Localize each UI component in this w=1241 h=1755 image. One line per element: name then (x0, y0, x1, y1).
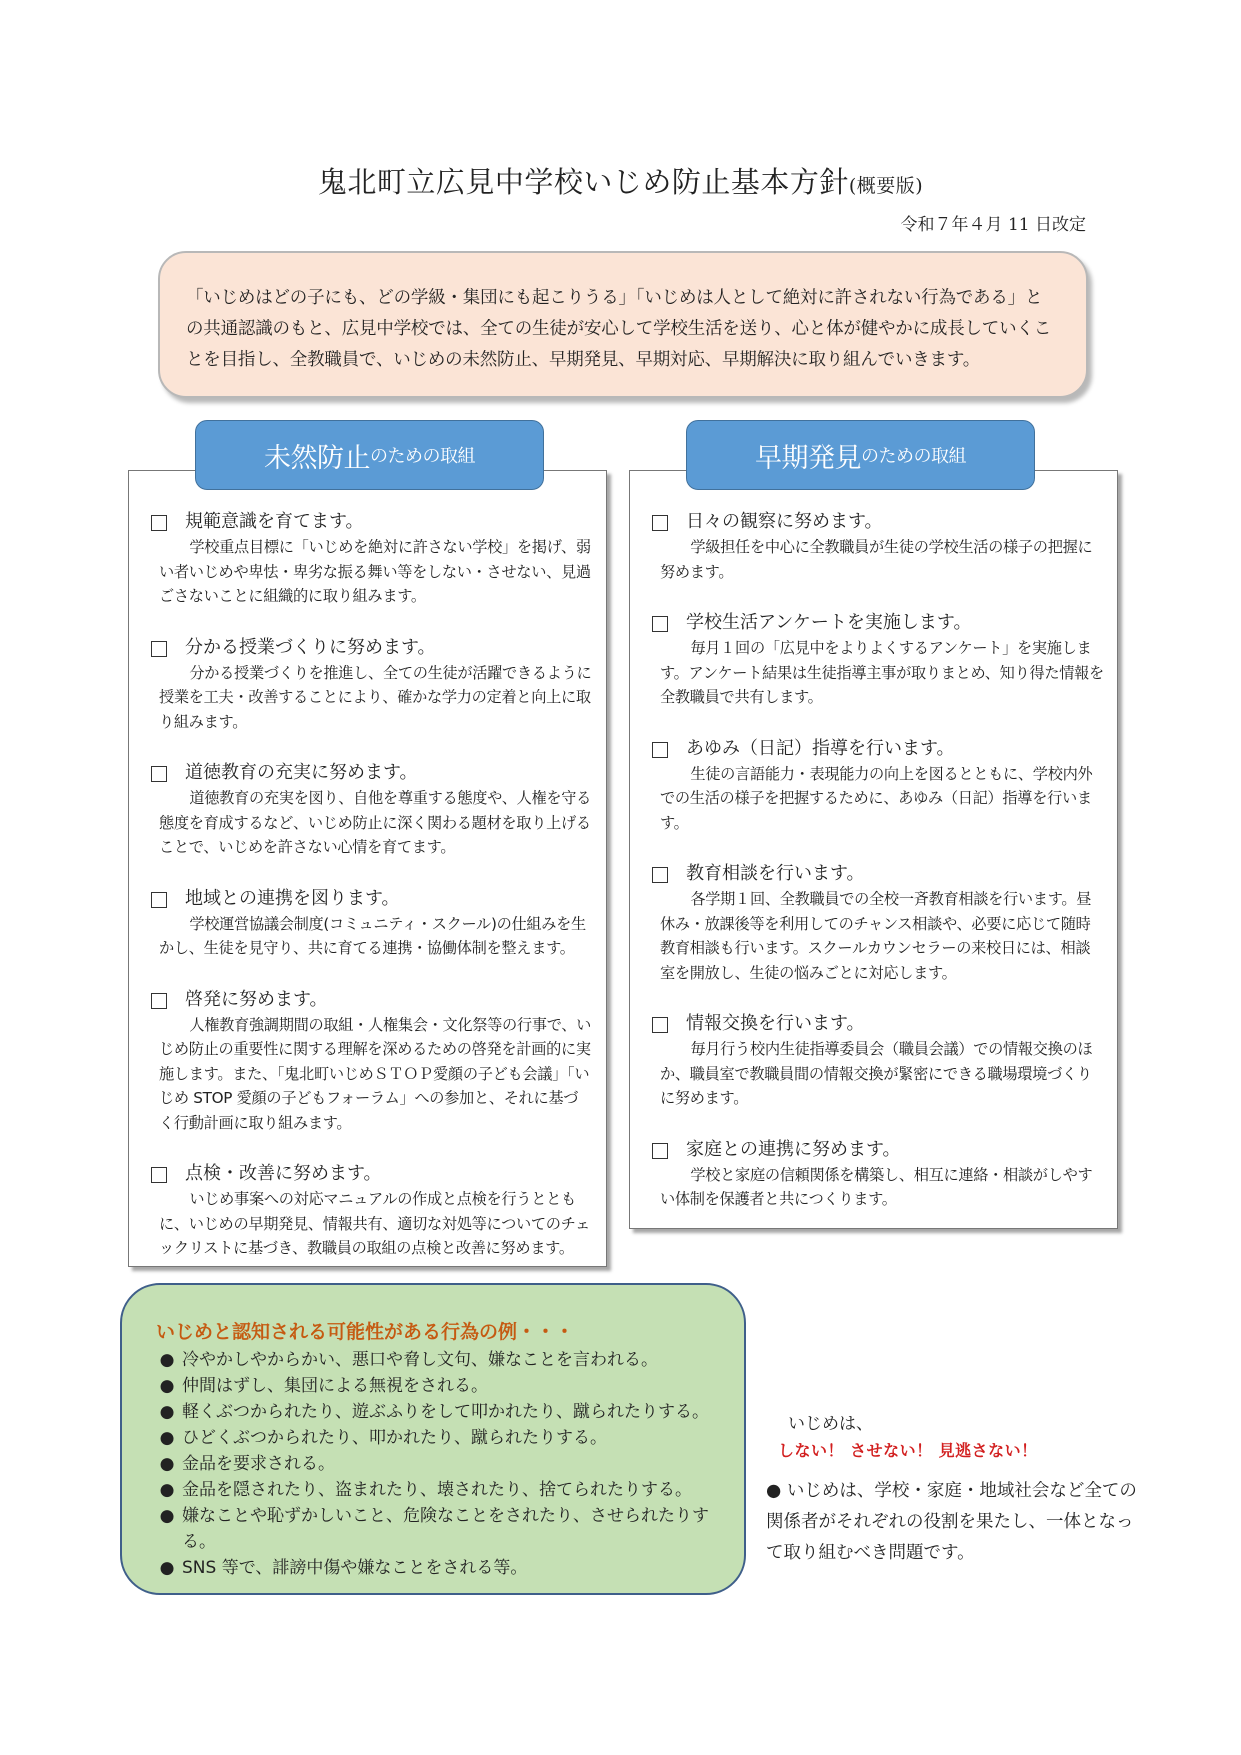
list-item (154, 1503, 724, 1555)
item-heading: 啓発に努めます。 (185, 988, 328, 1010)
detection-item (650, 861, 1105, 985)
bullet-icon: ● (159, 1428, 175, 1448)
prevention-item (149, 987, 592, 1136)
checkbox-icon (652, 867, 668, 883)
intro-box (158, 251, 1088, 398)
slogan: しない！ させない！ 見逃さない！ (778, 1441, 1038, 1460)
item-heading: 教育相談を行います。 (686, 863, 865, 884)
item-heading: 規範意識を育てます。 (185, 511, 364, 532)
detection-panel (629, 470, 1118, 1229)
bullet-icon: ● (159, 1454, 175, 1474)
checkbox-icon (151, 892, 167, 908)
list-item-text: SNS 等で、誹謗中傷や嫌なことをされる等。 (182, 1558, 528, 1578)
title-suffix: (概要版) (848, 175, 924, 197)
bullet-icon: ● (159, 1558, 175, 1578)
checkbox-icon (652, 1017, 668, 1033)
tab-sub: のための取組 (861, 446, 966, 467)
item-body: 毎月１回の「広見中をよりよくするアンケート」を実施します。アンケート結果は生徒指導主事が取りまとめ、知り得た情報を全教職員で共有します。 (660, 639, 1104, 706)
item-heading: 学校生活アンケートを実施します。 (686, 612, 972, 633)
bullet-icon: ● (766, 1481, 782, 1501)
checkbox-icon (151, 993, 167, 1009)
prevention-item (149, 760, 592, 860)
prevention-item (149, 1161, 592, 1261)
closing-note (766, 1476, 1146, 1569)
tab-main: 早期発見 (755, 442, 861, 474)
detection-item (650, 1137, 1105, 1212)
prevention-panel (128, 470, 607, 1267)
item-body: 学級担任を中心に全教職員が生徒の学校生活の様子の把握に努めます。 (660, 538, 1093, 581)
checkbox-icon (652, 1143, 668, 1159)
examples-title: いじめと認知される可能性がある行為の例・・・ (156, 1321, 575, 1343)
page-title (0, 160, 1241, 201)
bullet-icon: ● (159, 1376, 175, 1396)
item-heading: 地域との連携を図ります。 (185, 887, 400, 909)
list-item (154, 1477, 724, 1503)
item-body: 学校重点目標に「いじめを絶対に許さない学校」を掲げ、弱い者いじめや卑怯・卑劣な振る舞い等をしない・させない、見過ごさないことに組織的に取り組みます。 (159, 538, 591, 605)
prevention-item (149, 635, 592, 735)
prevention-item (149, 509, 592, 609)
detection-item (650, 1011, 1105, 1111)
slogan-lead: いじめは、 (788, 1414, 873, 1434)
item-heading: 日々の観察に努めます。 (686, 511, 883, 532)
item-heading: 分かる授業づくりに努めます。 (185, 636, 436, 658)
list-item (154, 1451, 724, 1477)
list-item-text: 冷やかしやからかい、悪口や脅し文句、嫌なことを言われる。 (182, 1350, 658, 1370)
list-item (154, 1399, 724, 1425)
title-main: 鬼北町立広見中学校いじめ防止基本方針 (317, 165, 849, 199)
prevention-tab (195, 420, 544, 490)
checkbox-icon (151, 766, 167, 782)
bullet-icon: ● (159, 1402, 175, 1422)
list-item-text: 金品を隠されたり、盗まれたり、壊されたり、捨てられたりする。 (182, 1480, 692, 1500)
item-body: 学校運営協議会制度(コミュニティ・スクール)の仕組みを生かし、生徒を見守り、共に育てる連携・協働体制を整えます。 (159, 914, 586, 957)
list-item-text: ひどくぶつかられたり、叩かれたり、蹴られたりする。 (182, 1428, 607, 1448)
list-item (154, 1425, 724, 1451)
item-heading: 道徳教育の充実に努めます。 (185, 762, 418, 783)
prevention-item (149, 886, 592, 961)
item-body: 学校と家庭の信頼関係を構築し、相互に連絡・相談がしやすい体制を保護者と共につくります。 (660, 1165, 1093, 1208)
tab-main: 未然防止 (264, 442, 370, 474)
revision-date: 令和７年４月 11 日改定 (900, 215, 1086, 235)
item-body: いじめ事案への対応マニュアルの作成と点検を行うとともに、いじめの早期発見、情報共有、適切な対処等についてのチェックリストに基づき、教職員の取組の点検と改善に努めます。 (159, 1190, 590, 1257)
note-text: いじめは、学校・家庭・地域社会など全ての関係者がそれぞれの役割を果たし、一体となって取り組むべき問題です。 (766, 1481, 1137, 1563)
checkbox-icon (151, 1167, 167, 1183)
detection-item (650, 610, 1105, 710)
checkbox-icon (652, 515, 668, 531)
item-body: 毎月行う校内生徒指導委員会（職員会議）での情報交換のほか、職員室で教職員間の情報交換が緊密にできる職場環境づくりに努めます。 (660, 1040, 1093, 1107)
item-heading: あゆみ（日記）指導を行います。 (686, 737, 955, 759)
bullet-icon: ● (159, 1350, 175, 1370)
list-item (154, 1555, 724, 1581)
checkbox-icon (652, 616, 668, 632)
detection-item (650, 736, 1105, 836)
detection-item (650, 509, 1105, 584)
list-item (154, 1373, 724, 1399)
examples-list (154, 1347, 724, 1581)
tab-sub: のための取組 (370, 446, 475, 467)
item-heading: 点検・改善に努めます。 (185, 1163, 382, 1184)
examples-box (120, 1283, 746, 1595)
item-body: 人権教育強調期間の取組・人権集会・文化祭等の行事で、いじめ防止の重要性に関する理解を深めるための啓発を計画的に実施します。また、「鬼北町いじめＳＴＯＰ愛顔の子ども会議」「いじめ STOP 愛顔の子どもフォーラム」への参加と、それに基づく行動計画に取り組みます。 (159, 1015, 592, 1132)
checkbox-icon (151, 515, 167, 531)
detection-tab (686, 420, 1035, 490)
item-heading: 情報交換を行います。 (686, 1013, 865, 1034)
list-item-text: 軽くぶつかられたり、遊ぶふりをして叩かれたり、蹴られたりする。 (182, 1402, 709, 1422)
list-item (154, 1347, 724, 1373)
bullet-icon: ● (159, 1506, 175, 1526)
item-heading: 家庭との連携に努めます。 (686, 1138, 901, 1160)
item-body: 分かる授業づくりを推進し、全ての生徒が活躍できるように授業を工夫・改善することにより、確かな学力の定着と向上に取り組みます。 (159, 663, 592, 731)
list-item-text: 仲間はずし、集団による無視をされる。 (182, 1376, 488, 1396)
checkbox-icon (652, 742, 668, 758)
intro-text: 「いじめはどの子にも、どの学級・集団にも起こりうる」「いじめは人として絶対に許されない行為である」との共通認識のもと、広見中学校では、全ての生徒が安心して学校生活を送り、心と体が健やかに成長していくことを目指し、全教職員で、いじめの未然防止、早期発見、早期対応、早期解決に取り組んでいきます。 (186, 288, 1051, 370)
bullet-icon: ● (159, 1480, 175, 1500)
item-body: 生徒の言語能力・表現能力の向上を図るとともに、学校内外での生活の様子を把握するために、あゆみ（日記）指導を行います。 (660, 764, 1093, 832)
list-item-text: 嫌なことや恥ずかしいこと、危険なことをされたり、させられたりする。 (182, 1506, 709, 1552)
checkbox-icon (151, 641, 167, 657)
list-item-text: 金品を要求される。 (182, 1454, 335, 1474)
item-body: 道徳教育の充実を図り、自他を尊重する態度や、人権を守る態度を育成するなど、いじめ防止に深く関わる題材を取り上げることで、いじめを許さない心情を育てます。 (159, 789, 592, 856)
item-body: 各学期１回、全教職員での全校一斉教育相談を行います。昼休み・放課後等を利用してのチャンス相談や、必要に応じて随時教育相談も行います。スクールカウンセラーの来校日には、相談室を開放し、生徒の悩みごとに対応します。 (660, 890, 1092, 982)
